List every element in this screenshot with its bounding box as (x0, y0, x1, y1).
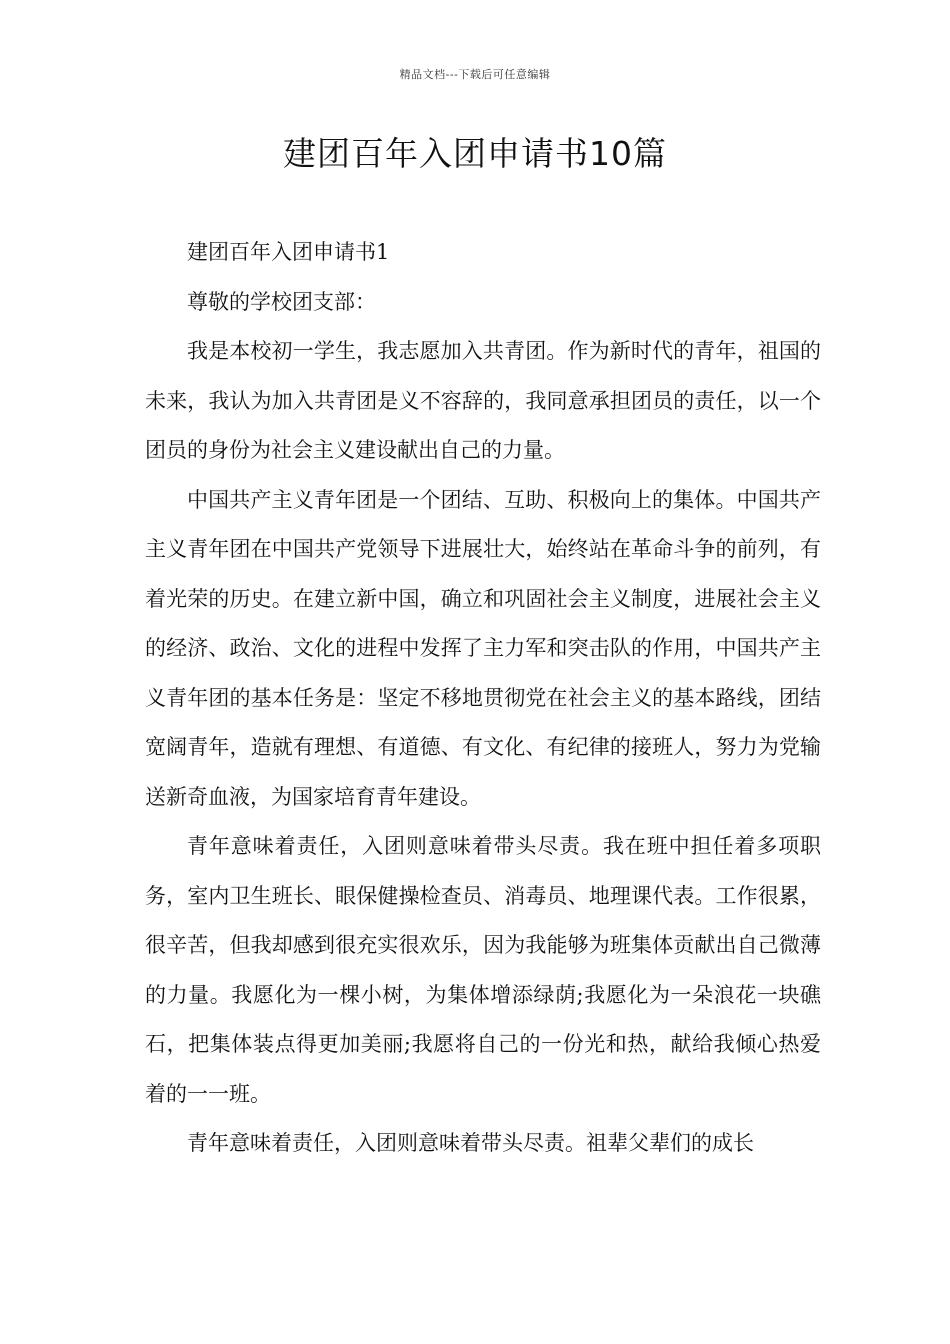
body-paragraph: 中国共产主义青年团是一个团结、互助、积极向上的集体。中国共产主义青年团在中国共产党领导下进展壮大，始终站在革命斗争的前列，有着光荣的历史。在建立新中国，确立和巩固社会主义制度，进展社会主义的经济、政治、文化的进程中发挥了主力军和突击队的作用，中国共产主义青年团的基本任务是：坚定不移地贯彻党在社会主义的基本路线，团结宽阔青年，造就有理想、有道德、有文化、有纪律的接班人，努力为党输送新奇血液，为国家培育青年建设。 (145, 487, 821, 809)
document-body (145, 228, 821, 1169)
section-heading: 建团百年入团申请书1 (187, 240, 390, 264)
header-note: 精品文档---下载后可任意编辑 (399, 68, 551, 81)
body-paragraph: 青年意味着责任，入团则意味着带头尽责。我在班中担任着多项职务，室内卫生班长、眼保健操检查员、消毒员、地理课代表。工作很累，很辛苦，但我却感到很充实很欢乐，因为我能够为班集体贡献出自己微薄的力量。我愿化为一棵小树，为集体增添绿荫;我愿化为一朵浪花一块礁石，把集体装点得更加美丽;我愿将自己的一份光和热，献给我倾心热爱着的一一班。 (145, 834, 821, 1106)
body-paragraph: 我是本校初一学生，我志愿加入共青团。作为新时代的青年，祖国的未来，我认为加入共青团是义不容辞的，我同意承担团员的责任，以一个团员的身份为社会主义建设献出自己的力量。 (145, 339, 821, 462)
body-paragraph: 青年意味着责任，入团则意味着带头尽责。祖辈父辈们的成长 (187, 1131, 754, 1155)
document-title: 建团百年入团申请书10篇 (283, 134, 667, 173)
salutation: 尊敬的学校团支部： (187, 289, 376, 314)
